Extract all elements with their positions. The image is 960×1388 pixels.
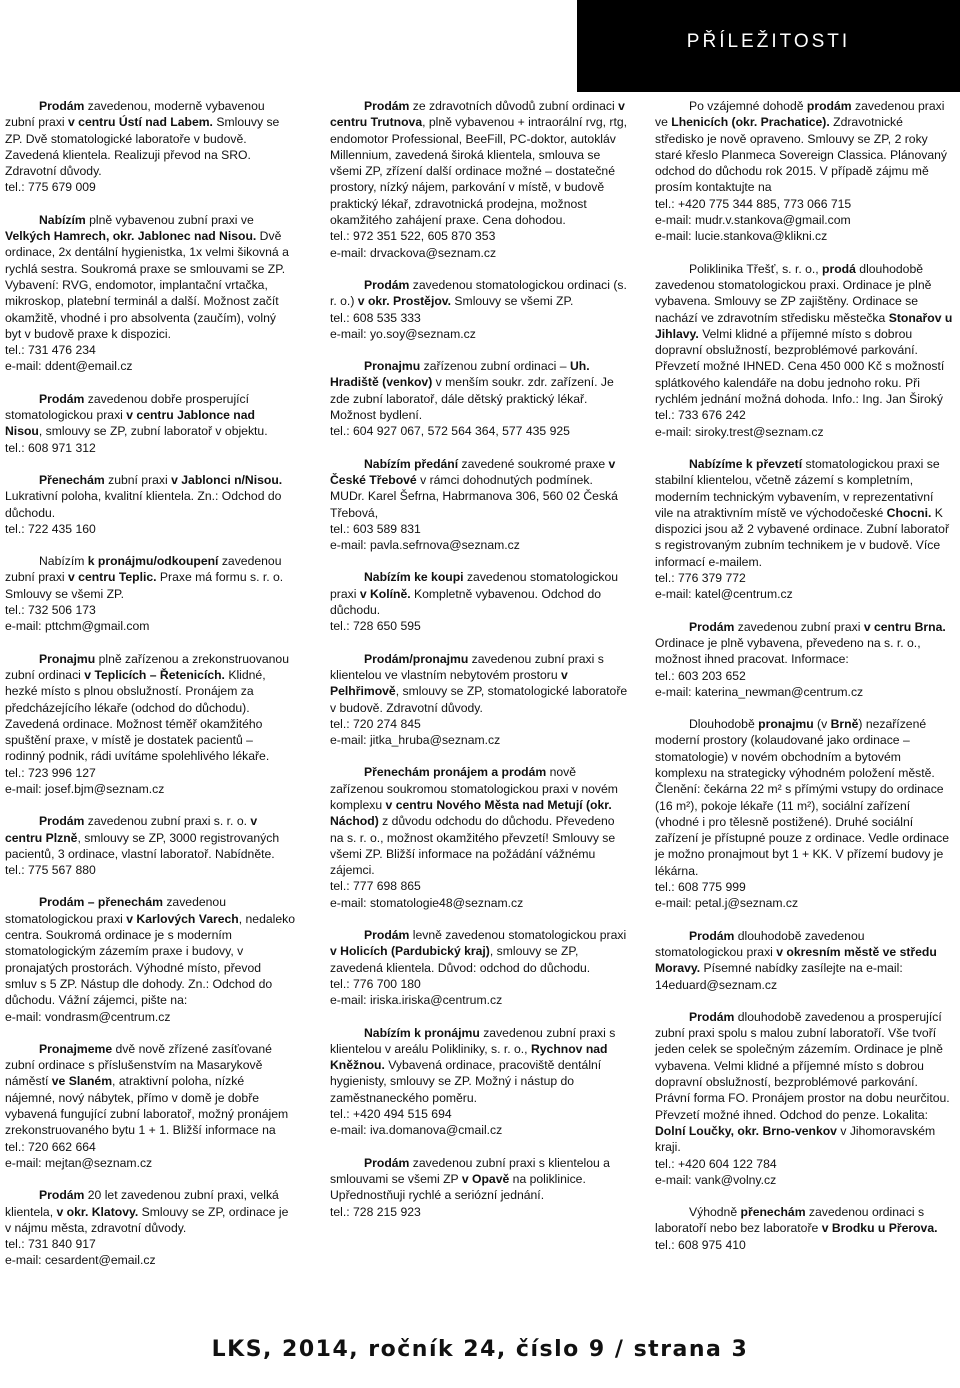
ad-highlight: Pronajmeme — [39, 1041, 113, 1056]
ad-text — [330, 1025, 630, 1106]
ad-text — [330, 277, 630, 310]
ad-text — [330, 764, 630, 878]
classified-ad — [5, 813, 295, 878]
classified-ad — [5, 894, 295, 1024]
ad-phone: tel.: 608 775 999 — [655, 880, 746, 895]
ad-text — [330, 358, 630, 423]
ad-body: , nedaleko centra. Soukromá ordinace je s moderním stomatologickým zázemím praxe i budovy, v pronajatých prostorách. Výhodné místo, převod smluv s 5 ZP. Nástup dle dohody. Zn.: Odchod do důchodu. Vážní zájemci, pište na: — [5, 911, 295, 1008]
ad-highlight: Brně — [830, 717, 859, 732]
ad-highlight: Prodám — [364, 928, 410, 943]
ad-text — [655, 619, 955, 668]
ad-highlight: Prodám — [364, 1155, 410, 1170]
ad-body: v Jihomoravském kraji. — [655, 1123, 936, 1155]
ad-body: Smlouvy se všemi ZP. — [451, 294, 574, 309]
ad-phone: tel.: 776 700 180 — [330, 976, 421, 991]
classified-ad — [655, 456, 955, 603]
ad-body: , atraktivní poloha, nízké nájemné, nový nábytek, přímo v domě je dobře vybavená fungující zubní laboratoř, možný pronájem zrekonstruovaného bytu 1 + 1. Bližší informace na — [5, 1074, 289, 1138]
ad-phone: tel.: 732 506 173 — [5, 603, 96, 618]
ad-body: Výhodně — [689, 1205, 741, 1220]
ad-text — [330, 569, 630, 618]
classified-ad — [5, 212, 295, 375]
ad-body: Vybavená ordinace, pracoviště dentální hygienisty, smlouvy se ZP. Možný i nástup do zaměstnaneckého poměru. — [330, 1058, 602, 1105]
ad-email: e-mail: mejtan@seznam.cz — [5, 1155, 153, 1170]
ad-highlight: Stonařov u Jihlavy. — [655, 310, 953, 341]
ad-phone: tel.: 723 996 127 — [5, 765, 96, 780]
ad-email: e-mail: cesardent@email.cz — [5, 1253, 156, 1268]
ad-text — [330, 651, 630, 716]
ad-body: Velmi klidné a příjemné místo s dobrou dopravní obslužností, bezproblémové parkování. Převzetí možné IHNED. Cena 450 000 Kč s možností splátkového kalendáře na dobu jednoho roku. Při rychlém jednání možná dohoda. Info.: Ing. Jan Široký — [655, 326, 945, 407]
ad-email: e-mail: lucie.stankova@klikni.cz — [655, 229, 828, 244]
ad-highlight: Prodám — [364, 99, 410, 113]
ad-highlight: Prodám — [689, 619, 735, 634]
ad-body: Dvě ordinace, 2x dentální hygienistka, 1x velmi šikovná a rychlá sestra. Soukromá praxe se smlouvami se ZP. Vybavení: RVG, endomotor, implantační vrtačka, mikroskop, platební terminál a další. Možnost začít okamžitě, vhodné i pro absolventa (zaučím), volný byt v budově praxe k dispozici. — [5, 229, 289, 341]
ad-highlight: prodá — [822, 261, 856, 276]
ad-text — [655, 716, 955, 879]
classified-ad — [5, 1187, 295, 1268]
classified-ad — [5, 553, 295, 634]
ad-email: e-mail: yo.soy@seznam.cz — [330, 326, 476, 341]
ad-text — [330, 1155, 630, 1204]
ad-highlight: v Holicích (Pardubický kraj) — [330, 944, 490, 959]
ad-email: e-mail: mudr.v.stankova@gmail.com — [655, 213, 851, 228]
ad-body: , smlouvy se ZP, stomatologické laboratoře v budově. Zdravotní důvody. — [330, 684, 628, 715]
ad-body: Ordinace je plně vybavena, převedeno na s. r. o., možnost ihned pracovat. Informace: — [655, 635, 921, 667]
ad-highlight: pronajmu — [758, 717, 814, 732]
ad-email: e-mail: stomatologie48@seznam.cz — [330, 895, 524, 910]
ad-email: e-mail: ddent@email.cz — [5, 359, 133, 374]
ad-email: e-mail: josef.bjm@seznam.cz — [5, 781, 165, 796]
ad-body: plně zařízenou a zrekonstruovanou zubní ordinaci — [5, 651, 289, 682]
ad-phone: tel.: 728 650 595 — [330, 619, 421, 634]
ad-body: zavedenou zubní praxi — [734, 619, 864, 634]
ad-body: Kompletně vybavenou. Odchod do důchodu. — [330, 586, 601, 618]
classified-ad — [5, 1041, 295, 1171]
ad-text — [5, 894, 295, 1008]
ad-text — [5, 813, 295, 862]
ad-body: zubní praxi — [104, 472, 172, 487]
ad-phone: tel.: 608 535 333 — [330, 310, 421, 325]
ad-body: zavedenou stomatologickou praxi — [5, 895, 226, 926]
ad-body: v menším soukr. zdr. zařízení. Je zde zubní laboratoř, dále dětský praktický lékař. Možnost bydlení. — [330, 375, 614, 423]
ad-body: zavedenou ordinaci s laboratoří nebo bez laboratoře — [655, 1205, 925, 1236]
ad-body: , smlouvy se ZP, zubní laboratoř v objektu. — [38, 424, 268, 439]
ad-highlight: Nabízím ke koupi — [364, 570, 464, 585]
ad-highlight: v okr. Prostějov. — [357, 294, 452, 309]
ad-text — [655, 1204, 955, 1237]
section-title: PŘÍLEŽITOSTI — [686, 31, 851, 52]
ad-email: e-mail: vank@volny.cz — [655, 1172, 777, 1187]
ad-highlight: v okresním městě ve středu Moravy. — [655, 944, 937, 976]
ad-email: e-mail: katel@centrum.cz — [655, 587, 793, 602]
ad-text — [330, 456, 630, 521]
classified-ad — [330, 569, 630, 634]
ad-highlight: v Kolíně. — [359, 586, 411, 601]
ad-text — [655, 928, 955, 993]
ad-body: 20 let zavedenou zubní praxi, velká klientela, — [5, 1188, 279, 1219]
ad-phone: tel.: 720 274 845 — [330, 716, 421, 731]
ad-body: zařízenou zubní ordinaci – — [420, 359, 570, 374]
classified-ad — [655, 1204, 955, 1253]
ad-body: zavedenou, moderně vybavenou zubní praxi — [5, 99, 265, 130]
ad-body: na poliklinice. Upřednostňuji rychlé a seriózní jednání. — [330, 1171, 586, 1203]
ad-email: e-mail: pttchm@gmail.com — [5, 619, 150, 634]
classified-ad — [655, 1009, 955, 1188]
ad-highlight: v České Třebové — [330, 456, 616, 487]
ad-email: e-mail: katerina_newman@centrum.cz — [655, 684, 864, 699]
ad-text — [5, 1041, 295, 1139]
ad-body: K dispozici jsou až 2 vybavené ordinace. Zubní laboratoř s registrovaným zubním technikem je v budově. Více informací e-mailem. — [655, 505, 950, 569]
ad-highlight: v centru Jablonce nad Nisou — [5, 408, 255, 439]
ad-highlight: Prodám — [364, 277, 410, 292]
ad-phone: tel.: 776 379 772 — [655, 571, 746, 586]
classified-ad — [5, 472, 295, 537]
classified-ad — [5, 391, 295, 456]
column-1 — [5, 98, 295, 1285]
classified-ad — [330, 98, 630, 261]
ad-highlight: Pronajmu — [364, 359, 421, 374]
ad-body: zavedené soukromé praxe — [458, 456, 609, 471]
ad-highlight: v Opavě — [461, 1171, 510, 1186]
ad-body: plně vybavenou zubní praxi ve — [85, 212, 254, 227]
classified-ad — [330, 1025, 630, 1139]
ad-body: nově zařízenou soukromou stomatologickou praxi v novém komplexu — [330, 765, 618, 812]
ad-email: e-mail: drvackova@seznam.cz — [330, 245, 497, 260]
ad-phone: tel.: 720 662 664 — [5, 1139, 96, 1154]
ad-body: dlouhodobě zavedenou a prosperující zubní praxi spolu s malou zubní laboratoří. Vše tvoří jeden celek se společným zázemím. Ordinace je plně vybavena. Velmi klidné a příjemné místo s dobrou dopravní obslužností, bezproblémové parkování. Právní forma FO. Pronájem prostor na dobu neurčitou. Převzetí možné ihned. Odchod do penze. Lokalita: — [655, 1009, 950, 1122]
ad-email: e-mail: iva.domanova@cmail.cz — [330, 1123, 503, 1138]
classified-ad — [655, 98, 955, 245]
ad-highlight: Nabízím předání — [364, 456, 459, 471]
ad-body: z důvodu odchodu do důchodu. Převedeno na s. r. o., možnost okamžitého převzetí! Smlouvy se všemi ZP. Bližší informace na požádání vážnému zájemci. — [330, 814, 616, 878]
ad-phone: tel.: +420 604 122 784 — [655, 1156, 777, 1171]
ad-highlight: Prodám — [689, 928, 735, 943]
ad-highlight: Prodám – přenechám — [39, 895, 163, 910]
ad-highlight: Prodám — [39, 1188, 85, 1203]
ad-highlight: Dolní Loučky, okr. Brno-venkov — [655, 1123, 837, 1138]
ad-body: levně zavedenou stomatologickou praxi — [409, 928, 627, 943]
ad-highlight: Rychnov nad Kněžnou. — [330, 1041, 608, 1073]
ad-highlight: Nabízím k pronájmu — [364, 1025, 480, 1040]
ad-phone: tel.: 972 351 522, 605 870 353 — [330, 229, 496, 244]
ad-phone: tel.: 603 589 831 — [330, 521, 421, 536]
ad-body: ze zdravotních důvodů zubní ordinaci — [409, 99, 619, 113]
ad-highlight: Nabízím — [39, 212, 86, 227]
ad-highlight: v Brodku u Přerova. — [821, 1221, 938, 1236]
ad-phone: tel.: 604 927 067, 572 564 364, 577 435 925 — [330, 424, 570, 439]
ad-highlight: Přenechám pronájem a prodám — [364, 765, 547, 780]
ad-text — [655, 98, 955, 196]
ad-text — [5, 1187, 295, 1236]
ad-highlight: k pronájmu/odkoupení — [87, 554, 219, 569]
ad-phone: tel.: 722 435 160 — [5, 521, 96, 536]
classified-ad — [330, 358, 630, 439]
ad-body: dlouhodobě zavedenou stomatologickou praxi. Ordinace je plně vybavena. Smlouvy se ZP zajištěny. Ordinace se nachází ve zdravotním středisku městečka — [655, 261, 932, 325]
ad-highlight: prodám — [806, 99, 852, 113]
ad-text — [330, 98, 630, 228]
classified-ad — [655, 928, 955, 993]
ad-text — [5, 391, 295, 440]
ad-highlight: v Teplicích – Řetenicích. — [84, 667, 225, 682]
ad-body: (v — [813, 717, 831, 732]
ad-highlight: Uh. Hradiště (venkov) — [330, 359, 590, 390]
ad-text — [5, 212, 295, 342]
classified-ad — [330, 277, 630, 342]
ad-phone: tel.: 608 971 312 — [5, 440, 96, 455]
ad-highlight: přenechám — [740, 1205, 806, 1220]
ad-body: dlouhodobě zavedenou stomatologickou praxi — [655, 928, 865, 959]
ad-highlight: v centru Ústí nad Labem. — [68, 115, 213, 130]
ad-highlight: Velkých Hamrech, okr. Jablonec nad Nisou. — [5, 229, 257, 244]
ad-highlight: Přenechám — [39, 472, 105, 487]
ad-text — [5, 472, 295, 521]
ad-body: , smlouvy se ZP, 3000 registrovaných pacientů, 3 ordinace, vlastní laboratoř. Nabídněte. — [5, 830, 280, 861]
ad-phone: tel.: 733 676 242 — [655, 408, 746, 423]
ad-phone: tel.: 731 840 917 — [5, 1237, 96, 1252]
ad-phone: tel.: 608 975 410 — [655, 1237, 746, 1252]
ad-body: zavedenou zubní praxi s klientelou v areálu Polikliniky, s. r. o., — [330, 1025, 616, 1056]
ad-body: Smlouvy se ZP, ordinace je v nájmu města, zdravotní důvody. — [5, 1204, 289, 1235]
ad-phone: tel.: +420 494 515 694 — [330, 1107, 452, 1122]
page-footer: LKS, 2014, ročník 24, číslo 9 / strana 3 — [211, 1337, 749, 1362]
ad-phone: tel.: 775 679 009 — [5, 180, 96, 195]
ad-highlight: Chocni. — [886, 505, 932, 520]
header-banner — [577, 0, 960, 92]
ad-body: zavedenou stomatologickou ordinaci (s. r. o.) — [330, 277, 627, 309]
ad-body: Po vzájemné dohodě — [689, 99, 807, 113]
ad-email: e-mail: petal.j@seznam.cz — [655, 896, 799, 911]
ad-body: dvě nově zřízené zasíťované zubní ordinace s příslušenstvím na Masarykově náměstí — [5, 1041, 272, 1089]
classified-ad — [5, 651, 295, 798]
ad-email: e-mail: iriska.iriska@centrum.cz — [330, 993, 503, 1008]
ad-highlight: Nabízíme k převzetí — [689, 456, 803, 471]
ad-highlight: ve Slaném — [51, 1074, 113, 1089]
classified-ad — [330, 927, 630, 1008]
ad-body: Písemné nabídky zasílejte na e-mail: 14eduard@seznam.cz — [655, 961, 903, 992]
ad-email: e-mail: siroky.trest@seznam.cz — [655, 424, 824, 439]
ad-body: Poliklinika Třešť, s. r. o., — [689, 261, 823, 276]
ad-highlight: v centru Trutnova — [330, 99, 625, 130]
ad-email: e-mail: jitka_hruba@seznam.cz — [330, 733, 501, 748]
ad-phone: tel.: 728 215 923 — [330, 1204, 421, 1219]
column-2 — [330, 98, 630, 1236]
ad-text — [5, 553, 295, 602]
ad-text — [330, 927, 630, 976]
ad-highlight: v centru Brna. — [863, 619, 946, 634]
ad-highlight: Prodám/pronajmu — [364, 651, 469, 666]
ad-highlight: v centru Nového Města nad Metují (okr. Náchod) — [330, 797, 612, 829]
ad-highlight: Prodám — [689, 1009, 735, 1024]
column-3 — [655, 98, 955, 1269]
ad-highlight: Prodám — [39, 391, 85, 406]
ad-body: ) nezařízené moderní prostory (kolaudované jako ordinace – stomatologie) v novém obchodním a bytovém komplexu na strategicky výhodném položení městě. Členění: čekárna 22 m² s přímými vstupy do ordinace (16 m²), pokoje lékaře (11 m²), sociální zařízení (vhodné i pro tělesně postižené). Druhé sociální zařízení je přístupné pouze z ordinace. Vedle ordinace je možno pronajmout byt 1 + KK. V přízemí budovy je lékárna. — [655, 717, 950, 878]
ad-body: , smlouvy se ZP, zavedená klientela. Důvod: odchod do důchodu. — [330, 944, 591, 975]
ad-highlight: v okr. Klatovy. — [56, 1204, 139, 1219]
classified-ad — [655, 716, 955, 912]
ad-body: zavedenou zubní praxi — [5, 554, 282, 585]
ad-text — [655, 261, 955, 408]
ad-highlight: Lhenicích (okr. Prachatice). — [671, 115, 830, 130]
ad-body: Nabízím — [39, 554, 88, 569]
ad-phone: tel.: 775 567 880 — [5, 863, 96, 878]
ad-body: zavedenou stomatologickou praxi — [330, 570, 619, 601]
ad-highlight: v Jablonci n/Nisou. — [171, 472, 283, 487]
ad-body: Dlouhodobě — [689, 717, 759, 732]
ad-body: Lukrativní poloha, kvalitní klientela. Zn.: Odchod do důchodu. — [5, 489, 282, 520]
classified-ad — [330, 456, 630, 554]
ad-body: zavedenou zubní praxi s klientelou ve vlastním nebytovém prostoru — [330, 651, 604, 682]
ad-email: e-mail: vondrasm@centrum.cz — [5, 1009, 171, 1024]
ad-body: , plně vybavenou + intraorální rvg, rtg, endomotor Professional, BeeFill, PC-doktor, autokláv Millennium, zavedená široká klientela, smlouva se všemi ZP, zřízení další ordinace možné – dostatečné prostory, nízký nájem, parkování v místě, v budově praktický lékař, zdravotnická prodejna, možnost okamžitého zahájení praxe. Cena dohodou. — [330, 115, 628, 228]
ad-text — [655, 456, 955, 570]
ad-phone: tel.: 731 476 234 — [5, 343, 96, 358]
ad-text — [5, 651, 295, 765]
classified-ad — [655, 261, 955, 440]
ad-body: zavedenou praxi ve — [655, 99, 945, 130]
ad-body: v rámci dohodnutých podmínek. MUDr. Karel Šefrna, Habrmanova 306, 560 02 Česká Třebová, — [330, 472, 618, 520]
ad-highlight: v Pelhřimově — [330, 667, 568, 699]
ad-highlight: Pronajmu — [39, 651, 96, 666]
classified-ad — [5, 98, 295, 196]
ad-body: Smlouvy se ZP. Dvě stomatologické laboratoře v budově. Zavedená klientela. Realizuji převod na SRO. Zdravotní důvody. — [5, 115, 280, 179]
ad-phone: tel.: 777 698 865 — [330, 879, 421, 894]
ad-body: Klidné, hezké místo s plnou obslužností. Pronájem za předcházejícího lékaře (odchod do důchodu). Zavedená ordinace. Možnost téměř okamžitého spuštění praxe, v místě je dostatek pacientů – rodinný podnik, rádi uvítáme spolehlivého lékaře. — [5, 667, 270, 764]
ad-email: e-mail: pavla.sefrnova@seznam.cz — [330, 538, 520, 553]
ad-phone: tel.: 603 203 652 — [655, 668, 746, 683]
classified-ad — [330, 651, 630, 749]
ad-phone: tel.: +420 775 344 885, 773 066 715 — [655, 196, 852, 211]
ad-body: stomatologickou praxi se stabilní klientelou, včetně zázemí s kompletním, moderním technickým vybavením, v reprezentativní vile na atraktivním místě ve východočeské — [655, 456, 940, 520]
ad-highlight: v centru Plzně — [5, 814, 258, 845]
ad-body: Zdravotnické středisko je nově opraveno. Smlouvy se ZP, 2 roky staré křeslo Planmeca Sovereign Classica. Plánovaný odchod do důchodu rok 2015. V případě zájmu mě prosím kontaktujte na — [655, 115, 947, 195]
ad-body: zavedenou dobře prosperující stomatologickou praxi — [5, 391, 250, 423]
ad-highlight: Prodám — [39, 814, 85, 829]
ad-highlight: Prodám — [39, 99, 85, 113]
ad-body: zavedenou zubní praxi s. r. o. — [84, 814, 251, 829]
ad-text — [5, 98, 295, 179]
ad-text — [655, 1009, 955, 1156]
ad-highlight: v centru Teplic. — [68, 570, 157, 585]
classified-ad — [330, 1155, 630, 1220]
ad-highlight: v Karlových Varech — [126, 911, 239, 926]
classified-ad — [655, 619, 955, 700]
ad-body: zavedenou zubní praxi s klientelou a smlouvami se všemi ZP — [330, 1155, 610, 1186]
ad-body: Praxe má formu s. r. o. Smlouvy se všemi ZP. — [5, 570, 284, 601]
classified-ad — [330, 764, 630, 911]
